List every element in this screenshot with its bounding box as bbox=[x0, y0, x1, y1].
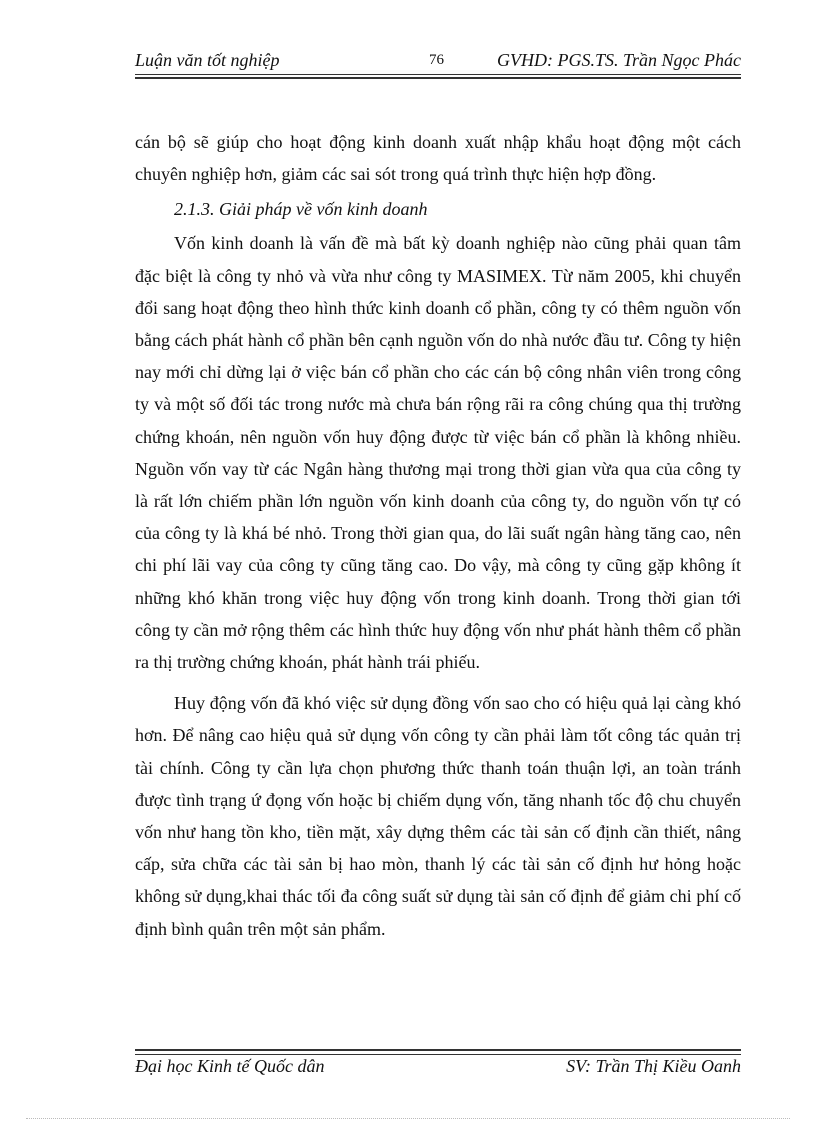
page-number: 76 bbox=[429, 52, 444, 68]
footer-rule-thick bbox=[135, 1049, 741, 1051]
page-body bbox=[135, 126, 741, 945]
paragraph-continued: cán bộ sẽ giúp cho hoạt động kinh doanh xuất nhập khẩu hoạt động một cách chuyên nghiệp hơn, giảm các sai sót trong quá trình thực hiện hợp đồng. bbox=[135, 132, 741, 185]
paragraph-capital-usage: Huy động vốn đã khó việc sử dụng đồng vốn sao cho có hiệu quả lại càng khó hơn. Để nâng cao hiệu quả sử dụng vốn công ty cần phải làm tốt công tác quản trị tài chính. Công ty cần lựa chọn phương thức thanh toán thuận lợi, an toàn tránh được tình trạng ứ đọng vốn hoặc bị chiếm dụng vốn, tăng nhanh tốc độ chu chuyển vốn như hang tồn kho, tiền mặt, xây dựng thêm các tài sản cố định cần thiết, nâng cấp, sửa chữa các tài sản bị hao mòn, thanh lý các tài sản cố định hư hỏng hoặc không sử dụng,khai thác tối đa công suất sử dụng tài sản cố định để giảm chi phí cố định bình quân trên một sản phẩm. bbox=[135, 693, 741, 939]
page-footer bbox=[135, 1052, 741, 1080]
header-rule-thick bbox=[135, 77, 741, 79]
paragraph-capital: Vốn kinh doanh là vấn đề mà bất kỳ doanh nghiệp nào cũng phải quan tâm đặc biệt là công ty nhỏ và vừa như công ty MASIMEX. Từ năm 2005, khi chuyển đổi sang hoạt động theo hình thức kinh doanh cổ phần, công ty có thêm nguồn vốn bằng cách phát hành cổ phần bên cạnh nguồn vốn do nhà nước đầu tư. Công ty hiện nay mới chỉ dừng lại ở việc bán cổ phần cho các cán bộ công nhân viên trong công ty và một số đối tác trong nước mà chưa bán rộng rãi ra công chúng qua thị trường chứng khoán, nên nguồn vốn huy động được từ việc bán cổ phần là không nhiều. Nguồn vốn vay từ các Ngân hàng thương mại trong thời gian vừa qua của công ty là rất lớn chiếm phần lớn nguồn vốn kinh doanh của công ty, do nguồn vốn tự có của công ty là khá bé nhỏ. Trong thời gian qua, do lãi suất ngân hàng tăng cao, nên chi phí lãi vay của công ty cũng tăng cao. Do vậy, mà công ty cũng gặp không ít những khó khăn trong việc huy động vốn trong kinh doanh. Trong thời gian tới công ty cần mở rộng thêm các hình thức huy động vốn như phát hành thêm cổ phần ra thị trường chứng khoán, phát hành trái phiếu. bbox=[135, 233, 741, 673]
header-thesis-label: Luận văn tốt nghiệp bbox=[135, 50, 280, 70]
footer-student: SV: Trần Thị Kiều Oanh bbox=[566, 1056, 741, 1076]
section-heading: 2.1.3. Giải pháp về vốn kinh doanh bbox=[174, 199, 428, 220]
header-rule-thin bbox=[135, 74, 741, 75]
page-bottom-dotted-line bbox=[26, 1118, 790, 1119]
footer-university: Đại học Kinh tế Quốc dân bbox=[135, 1056, 325, 1076]
page-header bbox=[135, 46, 741, 74]
header-advisor: GVHD: PGS.TS. Trần Ngọc Phác bbox=[497, 50, 741, 70]
